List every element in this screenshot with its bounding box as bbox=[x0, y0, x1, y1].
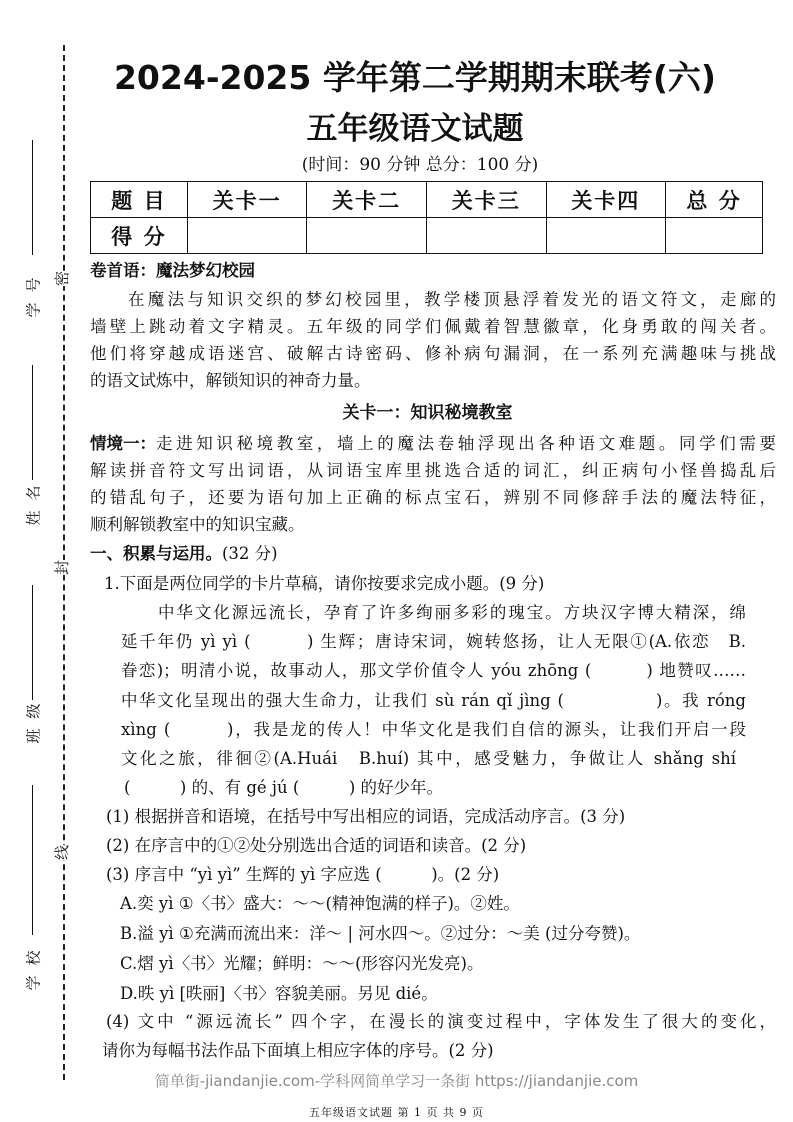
passage-line: 中华文化源远流长，孕育了许多绚丽多彩的瑰宝。方块汉字博大精深，绵 bbox=[158, 603, 746, 622]
exam-title: 2024-2025 学年第二学期期末联考(六) bbox=[113, 58, 717, 97]
score-row bbox=[91, 218, 763, 254]
name-label: 姓名 bbox=[24, 475, 43, 526]
scenario-line: 解读拼音符文写出词语，从词语宝库里挑选合适的词汇，纠正病句小怪兽捣乱后 bbox=[90, 461, 776, 480]
header-cell: 关卡一 bbox=[187, 182, 307, 218]
sub-question-1: (1) 根据拼音和语境，在括号中写出相应的词语，完成活动序言。(3 分) bbox=[106, 807, 626, 826]
section1-heading: 一、积累与运用。 bbox=[90, 544, 222, 563]
header-cell: 总 分 bbox=[666, 182, 763, 218]
preface-line: 他们将穿越成语迷宫、破解古诗密码、修补病句漏洞，在一系列充满趣味与挑战 bbox=[90, 344, 776, 363]
score-cell[interactable] bbox=[187, 218, 307, 254]
scenario-label: 情境一： bbox=[90, 434, 156, 453]
watermark: 简单街-jiandanjie.com-学科网简单学习一条街 https://jiandanjie.com bbox=[154, 1072, 639, 1090]
sub-question-4-cont: 请你为每幅书法作品下面填上相应字体的序号。(2 分) bbox=[102, 1041, 494, 1060]
school-line bbox=[32, 785, 33, 935]
seal-mark-feng: 封 bbox=[49, 560, 74, 575]
passage-line: 文化之旅，徘徊②(A.Huái B.huí) 其中，感受魅力，争做让人 shǎng shí bbox=[121, 749, 736, 768]
class-line bbox=[32, 585, 33, 700]
passage-line: ( ) 的、有 gé jú ( ) 的好少年。 bbox=[124, 778, 444, 797]
level1-heading: 关卡一：知识秘境教室 bbox=[342, 403, 513, 423]
preface-line: 墙壁上跳动着文字精灵。五年级的同学们佩戴着智慧徽章，化身勇敢的闯关者。 bbox=[90, 317, 776, 336]
header-cell: 关卡三 bbox=[426, 182, 546, 218]
class-label: 班级 bbox=[24, 693, 43, 744]
header-cell: 关卡二 bbox=[307, 182, 427, 218]
exam-subtitle: 五年级语文试题 bbox=[306, 111, 524, 147]
option-a: A.奕 yì ①〈书〉盛大：～～(精神饱满的样子)。②姓。 bbox=[120, 894, 520, 913]
option-b: B.溢 yì ①充满而流出来：洋～ | 河水四～。②过分：～美 (过分夸赞)。 bbox=[120, 924, 641, 943]
sub-question-4: (4) 文中 “源远流长” 四个字，在漫长的演变过程中，字体发生了很大的变化， bbox=[106, 1012, 776, 1031]
score-cell[interactable] bbox=[307, 218, 427, 254]
score-cell[interactable] bbox=[426, 218, 546, 254]
passage-line: 眷恋)；明清小说，故事动人，那文学价值令人 yóu zhōng ( ) 地赞叹…… bbox=[121, 661, 746, 680]
option-c: C.熠 yì〈书〉光耀；鲜明：～～(形容闪光发亮)。 bbox=[120, 954, 484, 973]
preface-heading: 卷首语：魔法梦幻校园 bbox=[90, 261, 255, 280]
scenario-line: 的错乱句子，还要为语句加上正确的标点宝石，辨别不同修辞手法的魔法特征， bbox=[90, 488, 776, 507]
seal-mark-xian: 线 bbox=[49, 845, 74, 860]
q1-stem: 1.下面是两位同学的卡片草稿，请你按要求完成小题。(9 分) bbox=[104, 574, 545, 593]
seal-mark-mi: 密 bbox=[49, 271, 74, 286]
scenario-line: 走进知识秘境教室，墙上的魔法卷轴浮现出各种语文难题。同学们需要 bbox=[156, 434, 776, 453]
passage-line: xìng ( )，我是龙的传人！中华文化是我们自信的源头，让我们开启一段 bbox=[121, 720, 746, 739]
score-row-label: 得 分 bbox=[91, 218, 188, 254]
school-label: 学校 bbox=[24, 940, 43, 991]
preface-line: 在魔法与知识交织的梦幻校园里，教学楼顶悬浮着发光的语文符文，走廊的 bbox=[128, 290, 776, 309]
scenario-line: 顺利解锁教室中的知识宝藏。 bbox=[90, 515, 305, 534]
exam-info: (时间：90 分钟 总分：100 分) bbox=[301, 155, 539, 175]
score-table bbox=[90, 181, 763, 254]
header-cell: 题 目 bbox=[91, 182, 188, 218]
preface-line: 的语文试炼中，解锁知识的神奇力量。 bbox=[90, 371, 371, 390]
page-footer: 五年级语文试题 第 1 页 共 9 页 bbox=[309, 1106, 484, 1119]
passage-line: 中华文化呈现出的强大生命力，让我们 sù rán qǐ jìng ( )。我 róng bbox=[121, 691, 746, 710]
student-id-label: 学号 bbox=[24, 267, 43, 318]
header-cell: 关卡四 bbox=[546, 182, 666, 218]
sub-question-2: (2) 在序言中的①②处分别选出合适的词语和读音。(2 分) bbox=[106, 836, 527, 855]
score-cell[interactable] bbox=[666, 218, 763, 254]
passage-line: 延千年仍 yì yì ( ) 生辉；唐诗宋词，婉转悠扬，让人无限①(A.依恋 B. bbox=[121, 632, 746, 651]
option-d: D.昳 yì [昳丽]〈书〉容貌美丽。另见 dié。 bbox=[120, 984, 438, 1003]
score-cell[interactable] bbox=[546, 218, 666, 254]
score-table-header bbox=[91, 182, 763, 218]
sub-question-3: (3) 序言中 “yì yì” 生辉的 yì 字应选 ( )。(2 分) bbox=[106, 865, 500, 884]
section1-points: (32 分) bbox=[222, 544, 278, 563]
